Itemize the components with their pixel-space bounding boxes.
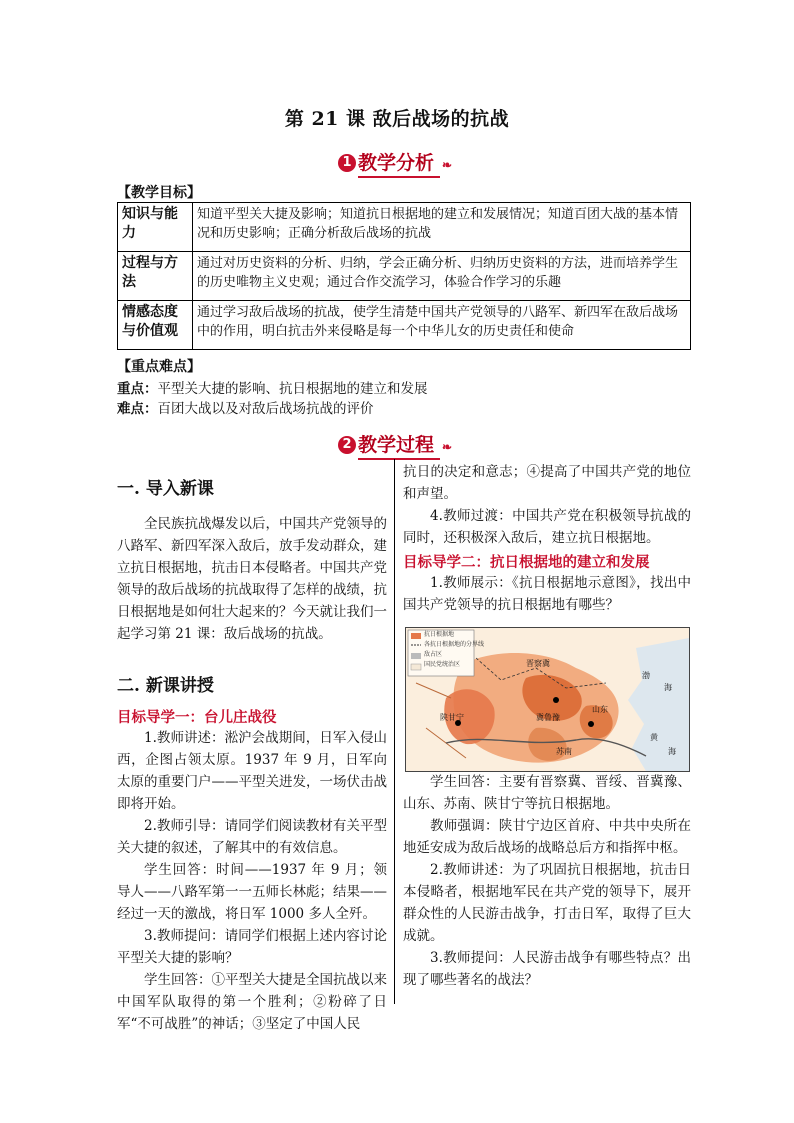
goal-key: 情感态度与价值观 bbox=[118, 301, 193, 350]
page-title: 第 21 课 敌后战场的抗战 bbox=[284, 108, 510, 130]
table-row bbox=[118, 252, 691, 301]
left-column bbox=[117, 474, 387, 1035]
section-banner-process bbox=[338, 430, 452, 460]
section-banner-analysis bbox=[338, 148, 452, 178]
section-label: 教学过程 bbox=[358, 430, 440, 460]
paragraph: 2.教师引导：请同学们阅读教材有关平型关大捷的叙述，了解其中的有效信息。 bbox=[117, 818, 387, 856]
goal-text: 知道平型关大捷及影响；知道抗日根据地的建立和发展情况；知道百团大战的基本情况和历史影响；正确分析敌后战场的抗战 bbox=[193, 203, 691, 252]
map-legend bbox=[424, 630, 484, 670]
paragraph: 学生回答：主要有晋察冀、晋绥、晋冀豫、山东、苏南、陕甘宁等抗日根据地。 bbox=[403, 774, 691, 812]
paragraph: 4.教师过渡：中国共产党在积极领导抗战的同时，还积极深入敌后，建立抗日根据地。 bbox=[403, 508, 691, 546]
goal-key: 知识与能力 bbox=[118, 203, 193, 252]
legend-item: 敌占区 bbox=[424, 651, 443, 658]
base-area-map bbox=[405, 627, 690, 772]
difficulty-label: 难点： bbox=[117, 401, 158, 417]
map-label: 苏南 bbox=[556, 747, 572, 756]
table-row bbox=[118, 203, 691, 252]
goals-table bbox=[117, 202, 691, 350]
section-label: 教学分析 bbox=[358, 148, 440, 178]
map-label: 冀鲁豫 bbox=[536, 713, 560, 722]
goal-key: 过程与方法 bbox=[118, 252, 193, 301]
goals-heading: 【教学目标】 bbox=[117, 185, 201, 201]
map-label: 海 bbox=[668, 747, 676, 756]
goal-heading-2: 目标导学二：抗日根据地的建立和发展 bbox=[403, 554, 650, 571]
right-column-top bbox=[403, 461, 691, 616]
difficulty-line bbox=[117, 399, 374, 419]
key-point-label: 重点： bbox=[117, 381, 158, 397]
map-label: 山东 bbox=[592, 705, 608, 714]
intro-paragraph: 全民族抗战爆发以后，中国共产党领导的八路军、新四军深入敌后，放手发动群众，建立抗日根据地，抗击日本侵略者。中国共产党领导的敌后战场的抗战取得了怎样的战绩，抗日根据地是如何壮大起来的？今天就让我们一起学习第 21 课：敌后战场的抗战。 bbox=[117, 516, 387, 642]
map-label: 海 bbox=[664, 683, 672, 692]
legend-item: 各抗日根据地的分界线 bbox=[424, 641, 485, 648]
map-label: 黄 bbox=[650, 733, 658, 742]
paragraph: 3.教师提问：请同学们根据上述内容讨论平型关大捷的影响？ bbox=[117, 928, 387, 966]
column-divider bbox=[394, 459, 395, 1004]
difficulty-text: 百团大战以及对敌后战场抗战的评价 bbox=[157, 401, 374, 417]
new-lesson-heading: 二. 新课讲授 bbox=[117, 676, 214, 696]
paragraph: 学生回答：①平型关大捷是全国抗战以来中国军队取得的第一个胜利；②粉碎了日军“不可战胜”的神话；③坚定了中国人民 bbox=[117, 972, 387, 1032]
legend-item: 抗日根据地 bbox=[424, 631, 455, 638]
goal-text: 通过学习敌后战场的抗战，使学生清楚中国共产党领导的八路军、新四军在敌后战场中的作用，明白抗击外来侵略是每一个中华儿女的历史责任和使命 bbox=[193, 301, 691, 350]
map-label: 渤 bbox=[642, 671, 650, 680]
map-label: 晋察冀 bbox=[526, 659, 550, 668]
leaf-icon: ❧ bbox=[442, 158, 453, 172]
table-row bbox=[118, 301, 691, 350]
paragraph: 教师强调：陕甘宁边区首府、中共中央所在地延安成为敌后战场的战略总后方和指挥中枢。 bbox=[403, 818, 691, 856]
paragraph: 2.教师讲述：为了巩固抗日根据地，抗击日本侵略者，根据地军民在共产党的领导下，展开群众性的人民游击战争，打击日军，取得了巨大成就。 bbox=[403, 862, 691, 944]
paragraph: 3.教师提问：人民游击战争有哪些特点？出现了哪些著名的战法？ bbox=[403, 950, 691, 988]
number-badge: 1 bbox=[338, 154, 356, 172]
key-point-text: 平型关大捷的影响、抗日根据地的建立和发展 bbox=[157, 381, 428, 397]
key-points-heading: 【重点难点】 bbox=[117, 359, 201, 375]
paragraph: 1.教师展示：《抗日根据地示意图》，找出中国共产党领导的抗日根据地有哪些？ bbox=[403, 575, 691, 613]
leaf-icon: ❧ bbox=[442, 440, 453, 454]
map-label: 陕甘宁 bbox=[440, 713, 464, 722]
legend-item: 国民党统治区 bbox=[424, 661, 461, 668]
number-badge: 2 bbox=[338, 436, 356, 454]
goal-heading-1: 目标导学一：台儿庄战役 bbox=[117, 709, 277, 726]
paragraph: 抗日的决定和意志；④提高了中国共产党的地位和声望。 bbox=[403, 464, 691, 502]
right-column-bottom bbox=[403, 771, 691, 991]
goal-text: 通过对历史资料的分析、归纳，学会正确分析、归纳历史资料的方法，进而培养学生的历史唯物主义史观；通过合作交流学习，体验合作学习的乐趣 bbox=[193, 252, 691, 301]
paragraph: 1.教师讲述：淞沪会战期间，日军入侵山西，企图占领太原。1937 年 9 月，日军向太原的重要门户——平型关进发，一场伏击战即将开始。 bbox=[117, 730, 387, 812]
paragraph: 学生回答：时间——1937 年 9 月；领导人——八路军第一一五师长林彪；结果——经过一天的激战，将日军 1000 多人全歼。 bbox=[117, 862, 387, 922]
key-point-line bbox=[117, 379, 428, 399]
intro-heading: 一. 导入新课 bbox=[117, 479, 214, 499]
